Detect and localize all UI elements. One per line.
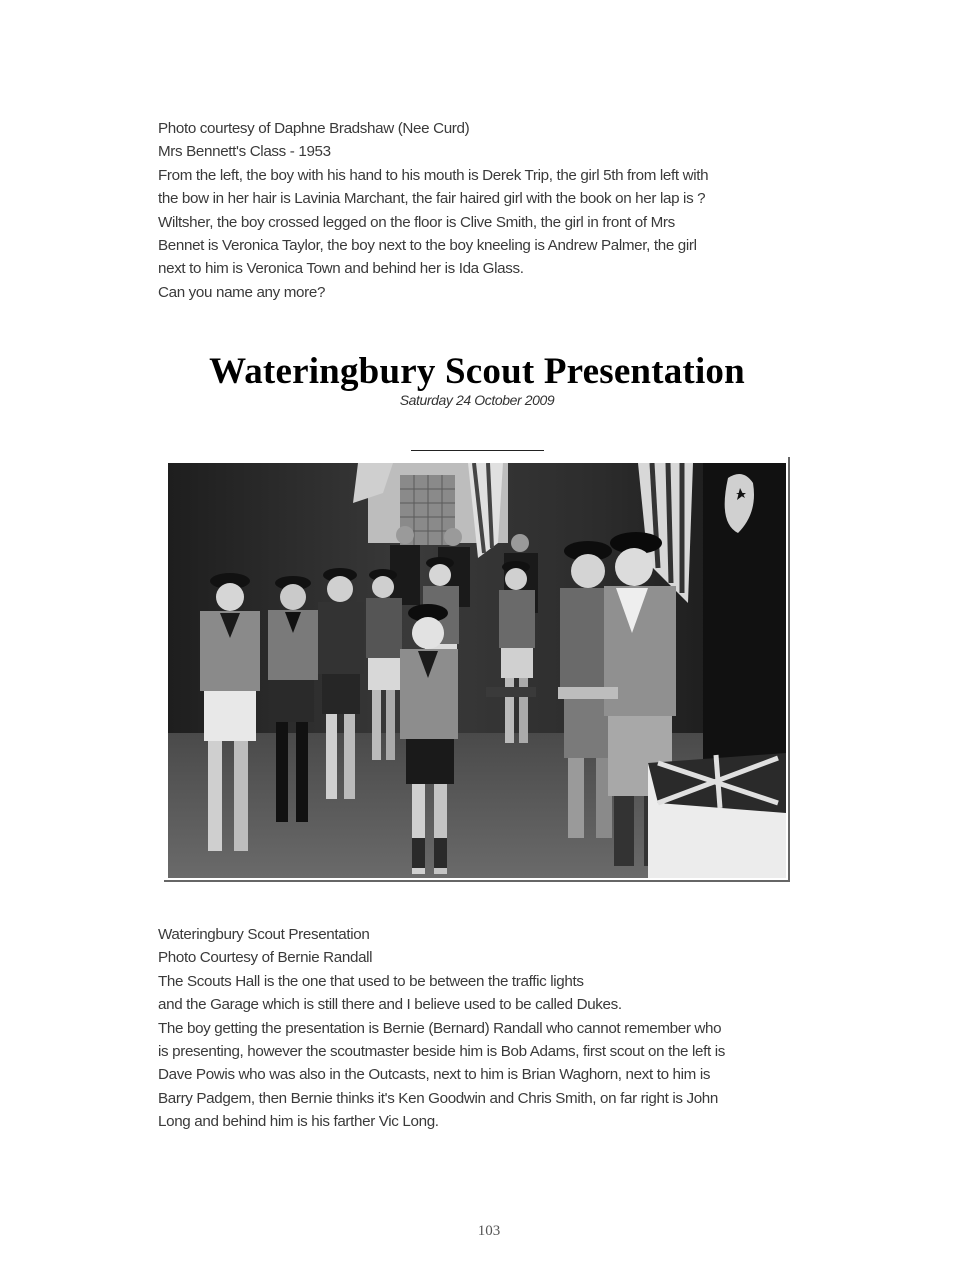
class-photo-caption — [158, 117, 796, 304]
article-title: Wateringbury Scout Presentation — [209, 351, 745, 392]
caption-body-line: From the left, the boy with his hand to his mouth is Derek Trip, the girl 5th from left with — [158, 166, 709, 184]
caption-body-line: the bow in her hair is Lavinia Marchant, the fair haired girl with the book on her lap is ? — [158, 190, 706, 208]
caption-body-line: The boy getting the presentation is Bernie (Bernard) Randall who cannot remember who — [158, 1019, 722, 1037]
caption-body-line: is presenting, however the scoutmaster beside him is Bob Adams, first scout on the left is — [158, 1043, 726, 1061]
caption-question: Can you name any more? — [158, 283, 326, 301]
caption-location-line: and the Garage which is still there and I believe used to be called Dukes. — [158, 996, 622, 1014]
caption-credit: Photo courtesy of Daphne Bradshaw (Nee Curd) — [158, 120, 470, 137]
caption-body-line: Long and behind him is his farther Vic Long. — [158, 1113, 439, 1131]
caption-credit: Photo Courtesy of Bernie Randall — [158, 949, 373, 967]
caption-class-title: Mrs Bennett's Class - 1953 — [158, 143, 331, 161]
scout-photo-caption — [158, 923, 796, 1134]
caption-body-line: Dave Powis who was also in the Outcasts, next to him is Brian Waghorn, next to him is — [158, 1066, 711, 1084]
caption-location-line: The Scouts Hall is the one that used to be between the traffic lights — [158, 972, 584, 990]
page-number: 103 — [477, 1223, 501, 1239]
caption-body-line: Bennet is Veronica Taylor, the boy next to the boy kneeling is Andrew Palmer, the girl — [158, 237, 697, 255]
caption-body-line: Barry Padgem, then Bernie thinks it's Ken Goodwin and Chris Smith, on far right is John — [158, 1089, 718, 1107]
presented-book — [486, 687, 536, 697]
title-divider — [411, 450, 544, 451]
caption-body-line: Wiltsher, the boy crossed legged on the floor is Clive Smith, the girl in front of Mrs — [158, 213, 675, 231]
photo-illustration — [168, 463, 786, 878]
scout-presentation-photo — [168, 463, 786, 878]
caption-body-line: next to him is Veronica Town and behind her is Ida Glass. — [158, 260, 524, 278]
article-date: Saturday 24 October 2009 — [399, 392, 555, 408]
presentation-table — [648, 753, 786, 878]
caption-photo-title: Wateringbury Scout Presentation — [158, 926, 370, 943]
